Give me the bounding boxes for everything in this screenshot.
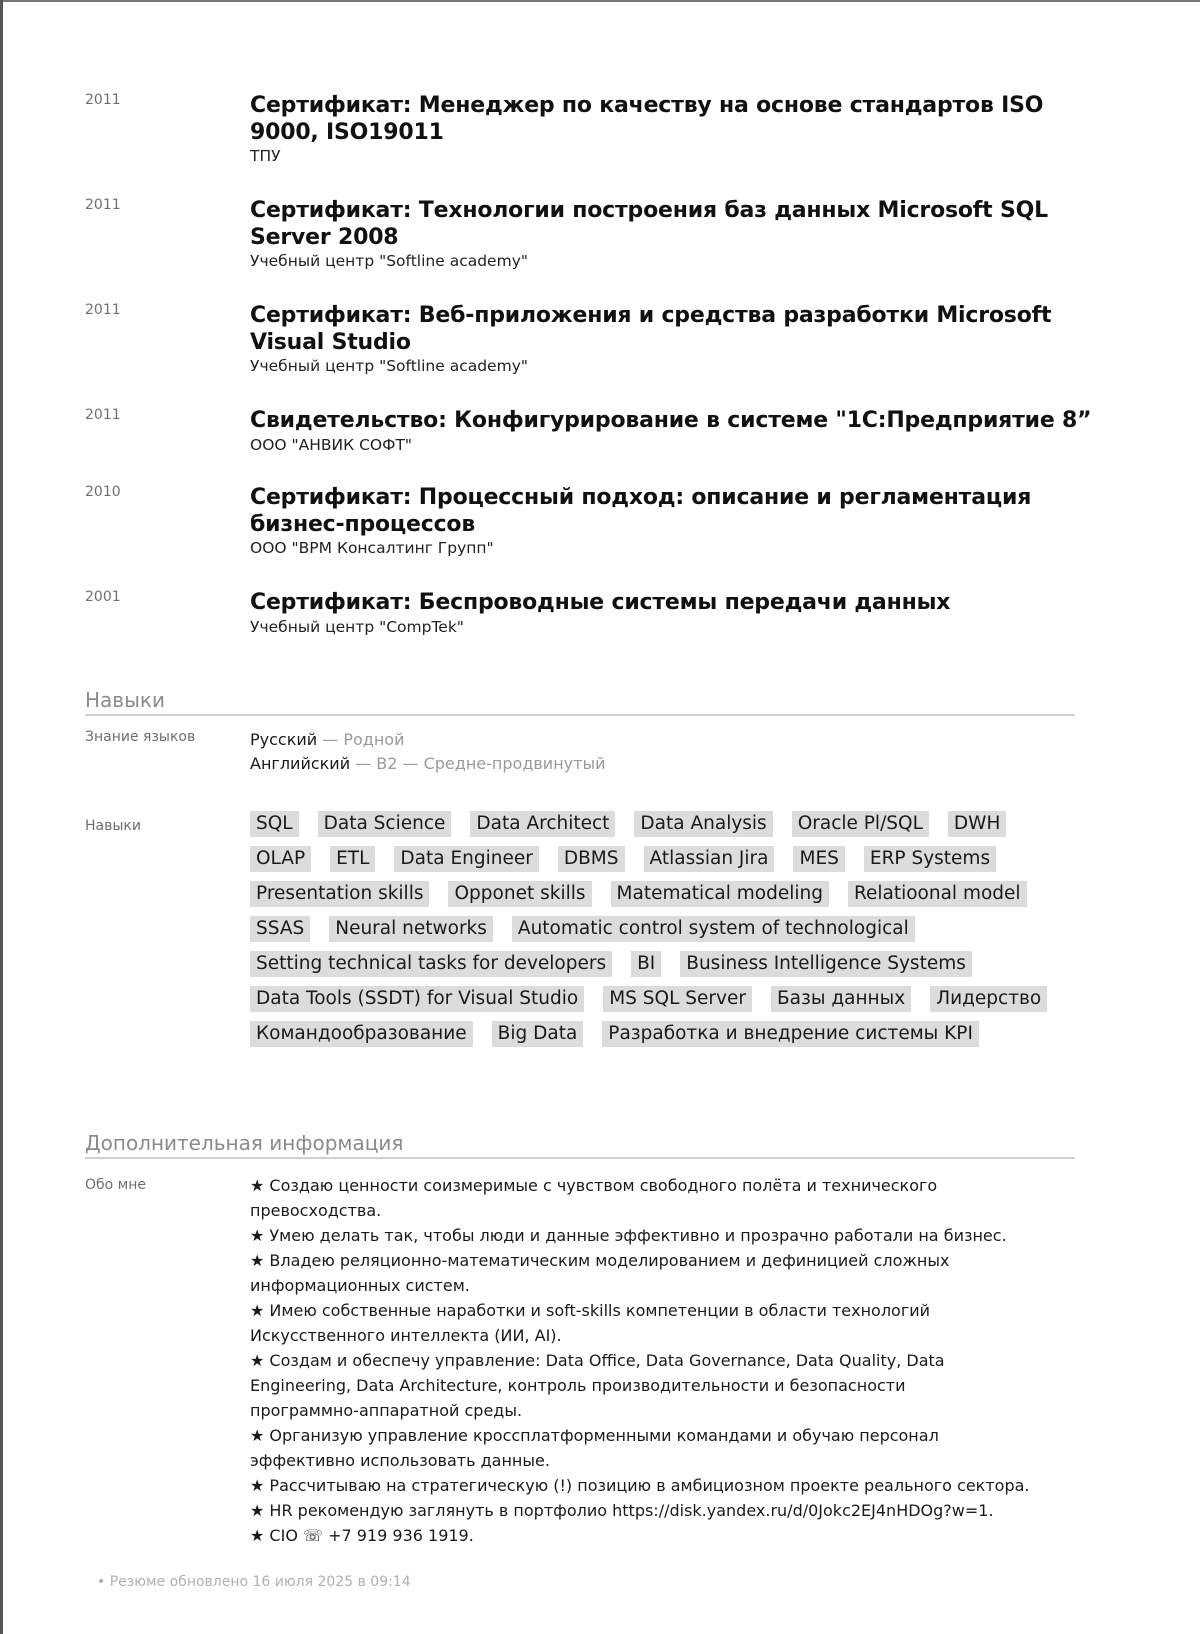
about-text (250, 1173, 1050, 1548)
skill-tag: Oracle Pl/SQL (792, 811, 929, 837)
skill-tag: Automatic control system of technological (512, 916, 915, 942)
certificate-org: ООО "BPM Консалтинг Групп" (250, 539, 494, 557)
certificate-year: 2011 (85, 197, 121, 213)
skill-tag: MES (793, 846, 844, 872)
skill-tag: MS SQL Server (603, 986, 752, 1012)
skills-label: Навыки (85, 818, 141, 834)
certificate-org: Учебный центр "CompTek" (250, 618, 464, 636)
skills-tag-list (250, 811, 1050, 1047)
skill-tag: Opponet skills (448, 881, 591, 907)
certificate-org: ТПУ (250, 147, 281, 165)
page-frame-top (0, 0, 1200, 2)
about-line: ★ Рассчитываю на стратегическую (!) позицию в амбициозном проекте реального сектора. (250, 1476, 1030, 1495)
skill-tag: Matematical modeling (611, 881, 829, 907)
about-line: ★ Владею реляционно-математическим моделированием и дефиницией сложных (250, 1251, 950, 1270)
certificate-year: 2001 (85, 589, 121, 605)
about-line: ★ HR рекомендую заглянуть в портфолио https://disk.yandex.ru/d/0Jokc2EJ4nHDOg?w=1. (250, 1501, 994, 1520)
skill-tag: Data Analysis (634, 811, 772, 837)
certificate-title: Сертификат: Веб-приложения и средства разработки Microsoft Visual Studio (250, 303, 1052, 355)
certificate-title: Сертификат: Процессный подход: описание и регламентация бизнес-процессов (250, 485, 1032, 537)
about-line: ★ Организую управление кроссплатформенными командами и обучаю персонал (250, 1426, 939, 1445)
about-line: ★ Имею собственные наработки и soft-skills компетенции в области технологий (250, 1301, 931, 1320)
certificate-year: 2011 (85, 92, 121, 108)
about-label: Обо мне (85, 1177, 146, 1193)
certificate-year: 2011 (85, 407, 121, 423)
skill-tag: Relatioonal model (848, 881, 1027, 907)
skill-tag: Data Tools (SSDT) for Visual Studio (250, 986, 584, 1012)
certificate-title: Сертификат: Менеджер по качеству на основе стандартов ISO 9000, ISO19011 (250, 93, 1044, 145)
skill-tag: Presentation skills (250, 881, 429, 907)
language-item (250, 753, 605, 775)
about-line: ★ Умею делать так, чтобы люди и данные эффективно и прозрачно работали на бизнес. (250, 1226, 1007, 1245)
certificate-title: Свидетельство: Конфигурирование в системе "1С:Предприятие 8” (250, 408, 1092, 433)
certificate-title: Сертификат: Беспроводные системы передачи данных (250, 590, 951, 615)
about-line: Искусственного интеллекта (ИИ, AI). (250, 1326, 562, 1345)
about-line: программно-аппаратной среды. (250, 1401, 523, 1420)
about-line: ★ Создаю ценности соизмеримые с чувством свободного полёта и технического (250, 1176, 938, 1195)
skill-tag: BI (631, 951, 661, 977)
language-item (250, 729, 405, 751)
certificate-title: Сертификат: Технологии построения баз данных Microsoft SQL Server 2008 (250, 198, 1048, 250)
skill-tag: Разработка и внедрение системы KPI (602, 1021, 979, 1047)
skill-tag: Data Engineer (394, 846, 538, 872)
section-title-additional: Дополнительная информация (85, 1130, 1075, 1159)
skill-tag: Data Architect (470, 811, 615, 837)
language-name: Русский (250, 730, 318, 749)
about-line: Engineering, Data Architecture, контроль производительности и безопасности (250, 1376, 906, 1395)
skill-tag: DWH (948, 811, 1006, 837)
about-line: ★ CIO ☏ +7 919 936 1919. (250, 1526, 474, 1545)
resume-updated-note: • Резюме обновлено 16 июля 2025 в 09:14 (97, 1574, 411, 1590)
skill-tag: Базы данных (771, 986, 911, 1012)
skill-tag: SSAS (250, 916, 310, 942)
skill-tag: Лидерство (930, 986, 1047, 1012)
certificate-org: ООО "АНВИК СОФТ" (250, 436, 413, 454)
about-line: информационных систем. (250, 1276, 470, 1295)
certificate-year: 2011 (85, 302, 121, 318)
page-frame-left (0, 0, 3, 1634)
skill-tag: Setting technical tasks for developers (250, 951, 612, 977)
about-line: ★ Создам и обеспечу управление: Data Office, Data Governance, Data Quality, Data (250, 1351, 945, 1370)
languages-label: Знание языков (85, 729, 196, 745)
skill-tag: Atlassian Jira (644, 846, 775, 872)
certificate-org: Учебный центр "Softline academy" (250, 252, 528, 270)
language-name: Английский (250, 754, 351, 773)
skill-tag: Business Intelligence Systems (680, 951, 972, 977)
skill-tag: Data Science (318, 811, 452, 837)
about-line: эффективно использовать данные. (250, 1451, 550, 1470)
skill-tag: ERP Systems (864, 846, 996, 872)
skill-tag: Neural networks (329, 916, 493, 942)
skill-tag: SQL (250, 811, 299, 837)
skill-tag: DBMS (558, 846, 625, 872)
skill-tag: OLAP (250, 846, 311, 872)
skill-tag: ETL (330, 846, 375, 872)
certificate-year: 2010 (85, 484, 121, 500)
section-title-skills: Навыки (85, 687, 1075, 716)
language-level: — Родной (317, 730, 405, 749)
language-level: — B2 — Средне-продвинутый (350, 754, 606, 773)
about-line: превосходства. (250, 1201, 382, 1220)
skill-tag: Командообразование (250, 1021, 473, 1047)
skill-tag: Big Data (492, 1021, 584, 1047)
certificate-org: Учебный центр "Softline academy" (250, 357, 528, 375)
